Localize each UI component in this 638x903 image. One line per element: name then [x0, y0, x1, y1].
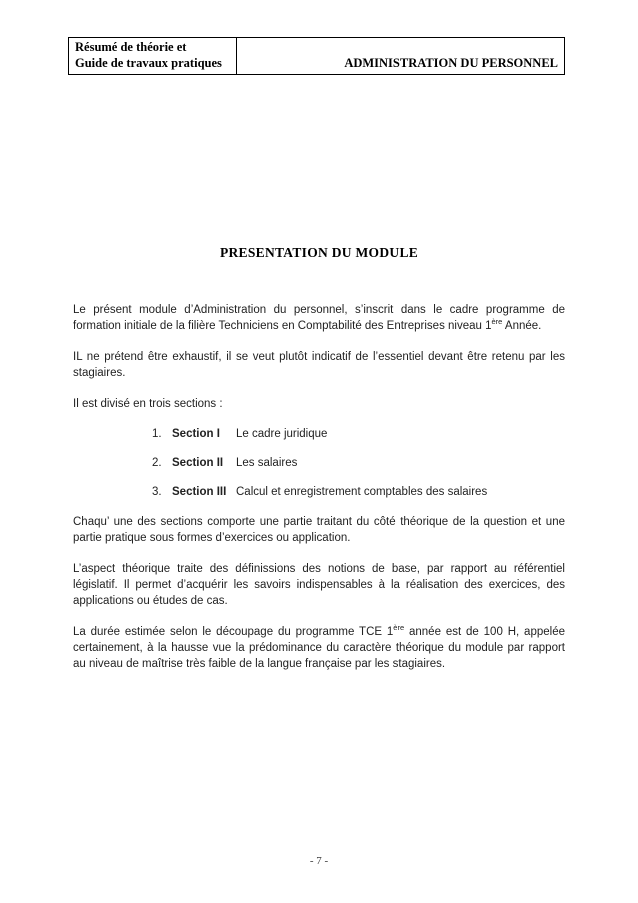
paragraph-duration: [73, 624, 565, 672]
list-item-description: Calcul et enregistrement comptables des salaires: [236, 486, 488, 498]
document-body: [73, 302, 565, 687]
header-cell-right: [237, 38, 564, 74]
list-item-description: Le cadre juridique: [236, 428, 328, 440]
paragraph-sections-intro: Il est divisé en trois sections :: [73, 398, 223, 410]
list-item: [152, 426, 565, 442]
list-item-section-name: Section III: [172, 486, 227, 498]
list-item-section-name: Section II: [172, 457, 224, 469]
page-title: PRESENTATION DU MODULE: [219, 245, 419, 260]
list-item: [152, 484, 565, 500]
paragraph-theory: L’aspect théorique traite des définissions des notions de base, par rapport au référentiel législatif. Il permet d’acquérir les savoirs indispensables à la réalisation des exercices, des applications ou études de cas.: [73, 563, 565, 607]
paragraph-intro: [73, 302, 565, 334]
list-item-number: 2.: [152, 457, 162, 469]
paragraph-structure: Chaqu’ une des sections comporte une partie traitant du côté théorique de la question et une partie pratique sous formes d’exercices ou application.: [73, 516, 565, 544]
page-number: - 7 -: [309, 855, 329, 867]
ordinal-superscript: ère: [393, 623, 405, 633]
header-cell-left: [69, 38, 237, 74]
ordinal-superscript: ère: [491, 317, 503, 327]
list-item-description: Les salaires: [236, 457, 298, 469]
paragraph-intro-text: Le présent module d’Administration du personnel, s’inscrit dans le cadre programme de formation initiale de la filière Techniciens en Comptabilité des Entreprises niveau 1: [73, 304, 565, 332]
list-item-number: 3.: [152, 486, 162, 498]
list-item-section-name: Section I: [172, 428, 220, 440]
list-item-number: 1.: [152, 428, 162, 440]
paragraph-duration-end: année est de 100 H, appelée certainement, à la hausse vue la prédominance du caractère théorique du module par rapport au niveau de maîtrise très faible de la langue française par les stagiaires.: [73, 626, 565, 670]
paragraph-intro-end: Année.: [502, 320, 542, 332]
sections-list: [73, 426, 565, 500]
paragraph-duration-text: La durée estimée selon le découpage du programme TCE 1: [73, 626, 394, 638]
header-right-title: ADMINISTRATION DU PERSONNEL: [344, 55, 558, 70]
paragraph-scope: IL ne prétend être exhaustif, il se veut plutôt indicatif de l’essentiel devant être retenu par les stagiaires.: [73, 351, 565, 379]
header-table: [68, 37, 565, 75]
header-left-line2: Guide de travaux pratiques: [75, 55, 222, 70]
list-item: [152, 455, 565, 471]
header-left-line1: Résumé de théorie et: [75, 40, 187, 54]
